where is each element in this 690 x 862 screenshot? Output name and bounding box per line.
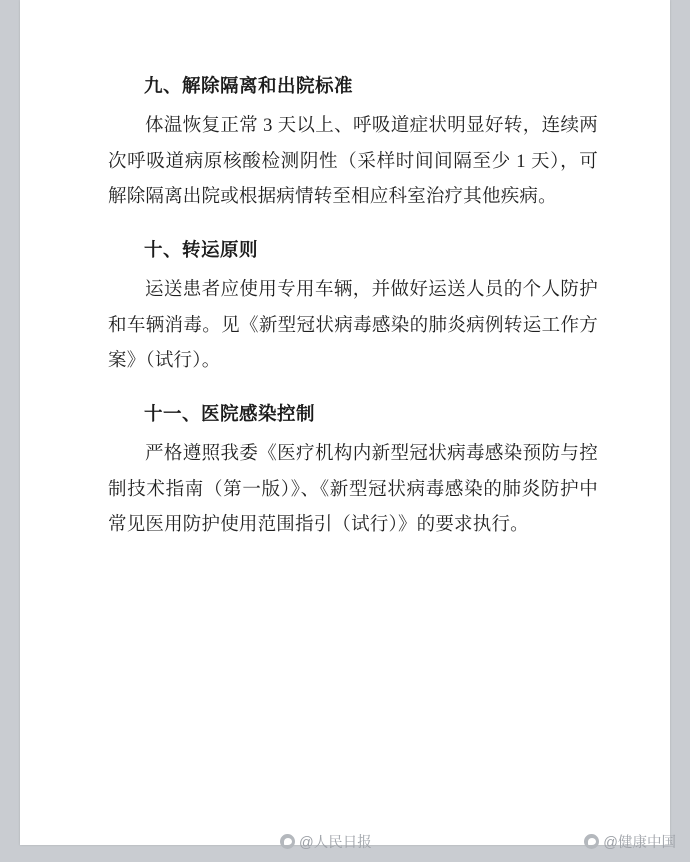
watermark-left bbox=[280, 831, 372, 852]
section-heading: 九、解除隔离和出院标准 bbox=[144, 77, 354, 97]
watermark-right bbox=[584, 831, 676, 852]
section-heading: 十一、医院感染控制 bbox=[144, 404, 316, 425]
document-body bbox=[108, 72, 598, 554]
watermark-left-label: @人民日报 bbox=[299, 835, 372, 851]
document-section bbox=[108, 236, 598, 380]
weibo-logo-icon bbox=[584, 834, 599, 849]
watermark-layer bbox=[0, 822, 690, 862]
document-page bbox=[20, 0, 670, 845]
weibo-logo-icon bbox=[280, 834, 295, 849]
section-paragraph: 体温恢复正常 3 天以上、呼吸道症状明显好转，连续两次呼吸道病原核酸检测阴性（采样时间间隔至少 1 天），可解除隔离出院或根据病情转至相应科室治疗其他疾病。 bbox=[108, 116, 598, 208]
document-section bbox=[108, 400, 598, 544]
watermark-right-label: @健康中国 bbox=[603, 835, 676, 851]
section-heading: 十、转运原则 bbox=[144, 240, 259, 261]
section-paragraph: 运送患者应使用专用车辆，并做好运送人员的个人防护和车辆消毒。见《新型冠状病毒感染的肺炎病例转运工作方案》（试行）。 bbox=[108, 280, 598, 372]
section-paragraph: 严格遵照我委《医疗机构内新型冠状病毒感染预防与控制技术指南（第一版）》、《新型冠状病毒感染的肺炎防护中常见医用防护使用范围指引（试行）》的要求执行。 bbox=[108, 444, 598, 536]
document-section bbox=[108, 72, 598, 216]
